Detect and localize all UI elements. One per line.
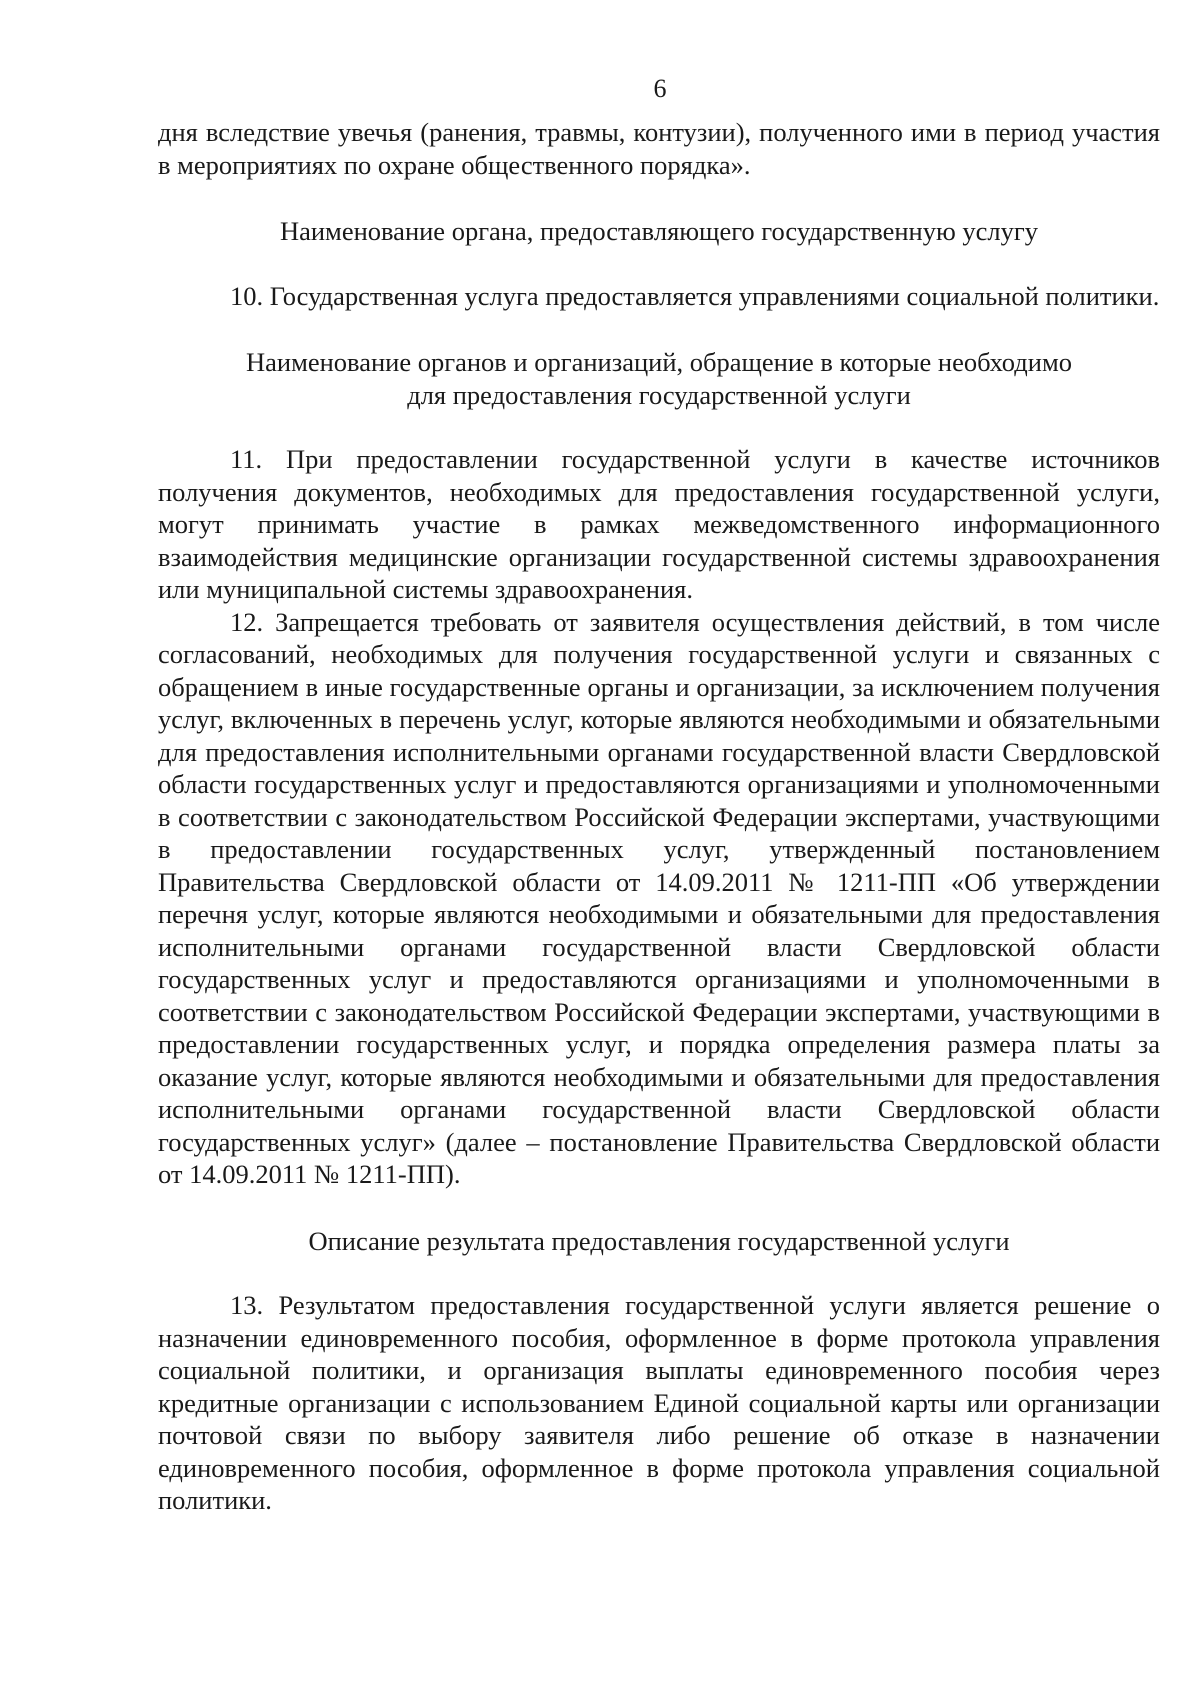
paragraph-10: 10. Государственная услуга предоставляется управлениями социальной политики.: [230, 280, 1160, 311]
document-body: [158, 116, 1160, 1517]
section-heading-organizations-line-2: для предоставления государственной услуги: [407, 379, 911, 410]
section-heading-organizations-line-1: Наименование органов и организаций, обращение в которые необходимо: [246, 347, 1072, 377]
paragraph-12: 12. Запрещается требовать от заявителя осуществления действий, в том числе согласований, необходимых для получения государственной услуги и связанных с обращением в иные государственные органы и организации, за исключением получения услуг, включенных в перечень услуг, которые являются необходимыми и обязательными для предоставления исполнительными органами государственной власти Свердловской области государственных услуг и предоставляются организациями и уполномоченными в соответствии с законодательством Российской Федерации экспертами, участвующими в предоставлении государственных услуг, утвержденный постановлением Правительства Свердловской области от 14.09.2011 № 1211-ПП «Об утверждении перечня услуг, которые являются необходимыми и обязательными для предоставления исполнительными органами государственной власти Свердловской области государственных услуг и предоставляются организациями и уполномоченными в соответствии с законодательством Российской Федерации экспертами, участвующими в предоставлении государственных услуг, и порядка определения размера платы за оказание услуг, которые являются необходимыми и обязательными для предоставления исполнительными органами государственной власти Свердловской области государственных услуг» (далее – постановление Правительства Свердловской области от 14.09.2011 № 1211-ПП).: [158, 606, 1160, 1189]
section-heading-organizations: [158, 346, 1160, 411]
paragraph-11: 11. При предоставлении государственной услуги в качестве источников получения документов, необходимых для предоставления государственной услуги, могут принимать участие в рамках межведомственного информационного взаимодействия медицинские организации государственной системы здравоохранения или муниципальной системы здравоохранения.: [158, 444, 1160, 604]
section-heading-service-provider: Наименование органа, предоставляющего государственную услугу: [279, 216, 1039, 246]
page-number: 6: [653, 74, 667, 103]
continuation-paragraph: дня вследствие увечья (ранения, травмы, контузии), полученного ими в период участия в мероприятиях по охране общественного порядка».: [158, 117, 1160, 180]
paragraph-13: 13. Результатом предоставления государственной услуги является решение о назначении единовременного пособия, оформленное в форме протокола управления социальной политики, и организация выплаты единовременного пособия через кредитные организации с использованием Единой социальной карты или организации почтовой связи по выбору заявителя либо решение об отказе в назначении единовременного пособия, оформленное в форме протокола управления социальной политики.: [158, 1290, 1160, 1515]
section-heading-result: Описание результата предоставления государственной услуги: [308, 1225, 1010, 1256]
